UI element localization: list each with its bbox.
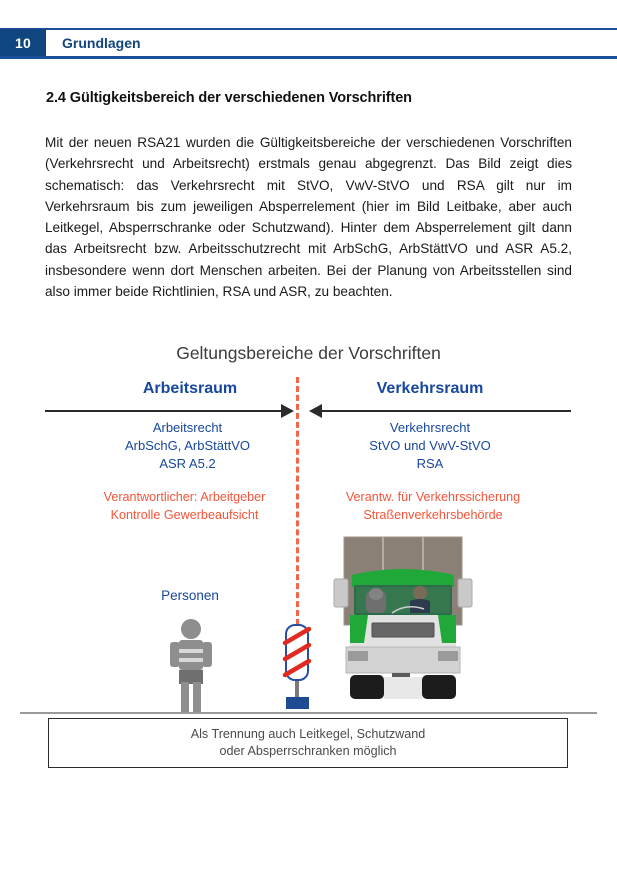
caption-line-1: Als Trennung auch Leitkegel, Schutzwand: [190, 727, 426, 741]
body-paragraph: Mit der neuen RSA21 wurden die Gültigkeitsbereiche der verschiedenen Vorschriften (Verkehrsrecht und Arbeitsrecht) erstmals genau abgegrenzt. Das Bild zeigt dies schematisch: das Verkehrsrecht mit StVO, VwV-StVO und RSA gilt nur im Verkehrsraum bis zum jeweiligen Absperrelement (hier im Bild Leitbake, aber auch Leitkegel, Absperrschranke oder Schutzwand). Hinter dem Absperrelement gilt dann das Arbeitsrecht bzw. Arbeitsschutzrecht mit ArbSchG, ArbStättVO und ASR A5.2, insbesondere wenn dort Menschen arbeiten. Bei der Planung von Arbeitsstellen sind also immer beide Richtlinien, RSA und ASR, zu beachten.: [45, 135, 572, 300]
zone-title-arbeitsraum: Arbeitsraum: [142, 380, 238, 397]
law-block-verkehrsraum: [320, 419, 540, 473]
responsibility-block-verkehrsraum: [318, 488, 548, 524]
figure-caption-box: [48, 718, 568, 768]
responsibility-line-1: Verantwortlicher: Arbeitgeber: [103, 490, 266, 504]
figure-validity-ranges: [0, 335, 617, 775]
axis-line-right: [322, 410, 571, 412]
caption-line-2: oder Absperrschranken möglich: [219, 744, 397, 758]
arrow-head-left-icon: [309, 404, 322, 418]
law-block-arbeitsraum: [80, 419, 295, 473]
law-line-1: Verkehrsrecht: [389, 420, 471, 435]
responsibility-line-1: Verantw. für Verkehrssicherung: [345, 490, 521, 504]
law-line-3: RSA: [416, 456, 444, 471]
ground-line: [20, 712, 597, 714]
law-line-1: Arbeitsrecht: [152, 420, 223, 435]
page-header: [0, 28, 617, 58]
arrow-head-right-icon: [281, 404, 294, 418]
section-heading: 2.4 Gültigkeitsbereich der verschiedenen Vorschriften: [46, 90, 412, 106]
law-line-2: ArbSchG, ArbStättVO: [125, 438, 250, 453]
responsibility-block-arbeitsraum: [72, 488, 297, 524]
figure-title: Geltungsbereiche der Vorschriften: [176, 343, 441, 363]
axis-line-left: [45, 410, 285, 412]
worker-person-icon: [170, 618, 212, 712]
law-line-2: StVO und VwV-StVO: [369, 438, 491, 453]
law-line-3: ASR A5.2: [159, 456, 216, 471]
responsibility-line-2: Kontrolle Gewerbeaufsicht: [110, 508, 259, 522]
truck-photo: [328, 535, 478, 712]
leitbake-beacon-icon: [278, 623, 316, 713]
header-rule-bottom: [0, 56, 617, 59]
zone-title-verkehrsraum: Verkehrsraum: [376, 380, 484, 397]
persons-label: Personen: [161, 588, 219, 603]
page-number-badge: 10: [0, 29, 46, 57]
responsibility-line-2: Straßenverkehrsbehörde: [363, 508, 503, 522]
body-paragraph-container: [45, 132, 572, 302]
header-section-title: Grundlagen: [62, 35, 141, 51]
